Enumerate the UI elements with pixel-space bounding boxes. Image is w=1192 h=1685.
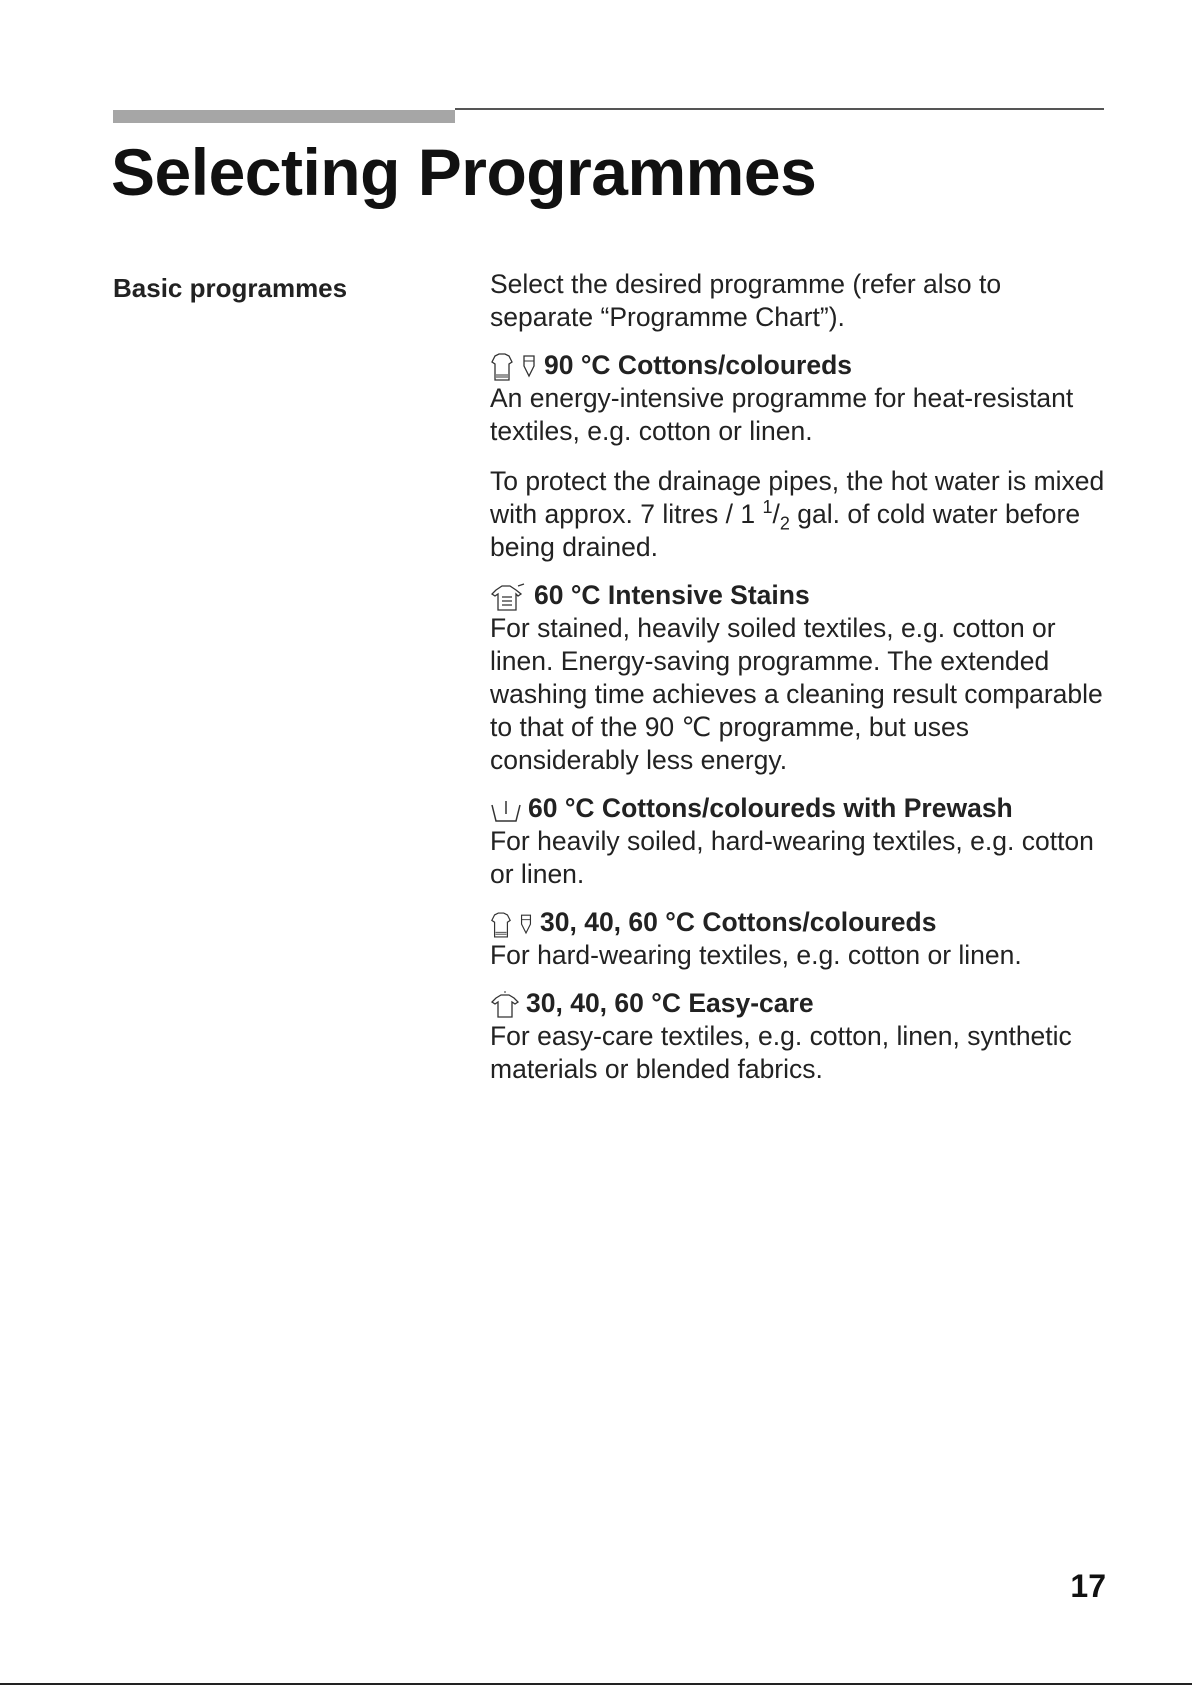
easy-care-shirt-icon — [490, 990, 520, 1020]
coloureds-icon — [518, 911, 534, 939]
page-title: Selecting Programmes — [111, 135, 817, 209]
programme-60-intensive-heading — [490, 579, 1110, 612]
programme-90-title: 90 °C Cottons/coloureds — [544, 350, 853, 380]
header-rule — [455, 108, 1104, 110]
intensive-stains-icon — [490, 582, 528, 612]
coloureds-icon — [520, 352, 538, 382]
programme-90-drainage-text: To protect the drainage pipes, the hot water is mixed with approx. 7 litres / 1 $^1/_2$ gal. of cold water before being drained. — [490, 466, 1105, 562]
intro-text: Select the desired programme (refer also to separate “Programme Chart”). — [490, 269, 1002, 332]
programme-60-prewash-text: For heavily soiled, hard-wearing textiles, e.g. cotton or linen. — [490, 826, 1094, 889]
programme-list — [490, 268, 1110, 1086]
programme-60-prewash-heading — [490, 792, 1110, 825]
programme-easycare-heading — [490, 987, 1110, 1020]
header-bar — [113, 110, 455, 123]
programme-cottons-text: For hard-wearing textiles, e.g. cotton or linen. — [490, 940, 1022, 970]
programme-90-heading — [490, 349, 1110, 382]
programme-60-intensive-title: 60 °C Intensive Stains — [534, 580, 810, 610]
programme-easycare-text: For easy-care textiles, e.g. cotton, linen, synthetic materials or blended fabrics. — [490, 1021, 1072, 1084]
prewash-tub-icon — [490, 797, 522, 825]
section-label: Basic programmes — [113, 273, 348, 303]
programme-easycare-title: 30, 40, 60 °C Easy-care — [526, 988, 814, 1018]
programme-90-text: An energy-intensive programme for heat-resistant textiles, e.g. cotton or linen. — [490, 383, 1074, 446]
programme-cottons-heading — [490, 906, 1110, 939]
cottons-shirt-icon — [490, 352, 514, 382]
cottons-shirt-icon — [490, 911, 512, 939]
page-number: 17 — [1070, 1568, 1106, 1604]
programme-60-prewash-title: 60 °C Cottons/coloureds with Prewash — [528, 793, 1013, 823]
programme-60-intensive-text: For stained, heavily soiled textiles, e.g. cotton or linen. Energy-saving programme. The extended washing time achieves a cleaning result comparable to that of the 90 ℃ programme, but uses considerably less energy. — [490, 613, 1103, 775]
programme-cottons-title: 30, 40, 60 °C Cottons/coloureds — [540, 907, 937, 937]
